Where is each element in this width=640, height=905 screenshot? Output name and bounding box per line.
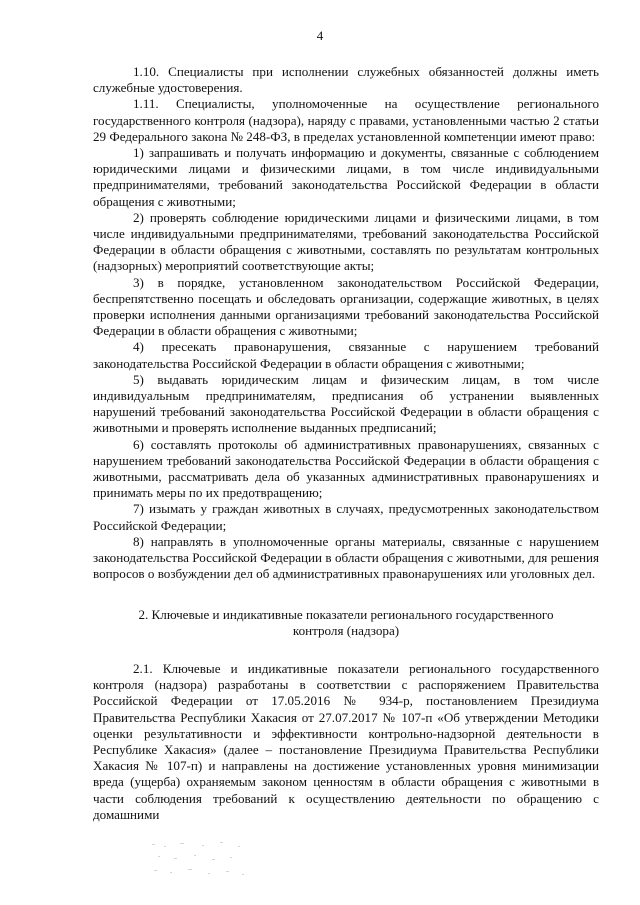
document-body bbox=[93, 64, 599, 823]
list-item-1: 1) запрашивать и получать информацию и документы, связанные с соблюдением юридическими лицами и физическими лицами, в том числе индивидуальными предпринимателями, требований законодательства Российской Федерации в области обращения с животными; bbox=[93, 145, 599, 209]
list-item-6: 6) составлять протоколы об административных правонарушениях, связанных с нарушением требований законодательства Российской Федерации в области обращения с животными, рассматривать дела об указанных административных правонарушениях и принимать меры по их предотвращению; bbox=[93, 436, 599, 501]
page-number: 4 bbox=[316, 28, 324, 43]
paragraph-1-10: 1.10. Специалисты при исполнении служебных обязанностей должны иметь служебные удостоверения. bbox=[93, 64, 599, 96]
list-item-7: 7) изымать у граждан животных в случаях, предусмотренных законодательством Российской Федерации; bbox=[93, 501, 599, 533]
paragraph-2-1: 2.1. Ключевые и индикативные показатели регионального государственного контроля (надзора) разработаны в соответствии с распоряжением Правительства Российской Федерации от 17.05.2016 № 934-р, постановлением Президиума Правительства Республики Хакасия от 27.07.2017 № 107-п «Об утверждении Методики оценки результативности и эффективности контрольно-надзорной деятельности в Республике Хакасия» (далее – постановление Президиума Правительства Республики Хакасия № 107-п) и направлены на достижение установленных уровня минимизации вреда (ущерба) охраняемым законом ценностям в области обращения с животными в части соблюдения требований к осуществлению деятельности по обращению с домашними bbox=[93, 660, 599, 822]
list-item-8: 8) направлять в уполномоченные органы материалы, связанные с нарушением законодательства Российской Федерации в области обращения с животными, для решения вопросов о возбуждении дел об административных правонарушениях или уголовных дел. bbox=[93, 533, 599, 582]
list-item-3: 3) в порядке, установленном законодательством Российской Федерации, беспрепятственно посещать и обследовать организации, содержащие животных, в целях проверки исполнения данными организациями требований законодательства Российской Федерации в области обращения с животными; bbox=[93, 274, 599, 339]
scan-artifact bbox=[150, 840, 250, 880]
list-item-4: 4) пресекать правонарушения, связанные с нарушением требований законодательства Российской Федерации в области обращения с животными; bbox=[93, 339, 599, 371]
section-heading: 2. Ключевые и индикативные показатели регионального государственного контроля (надзора) bbox=[138, 606, 554, 638]
list-item-2: 2) проверять соблюдение юридическими лицами и физическими лицами, в том числе индивидуальными предпринимателями, требований законодательства Российской Федерации в области обращения с животными, составлять по результатам контрольных (надзорных) мероприятий соответствующие акты; bbox=[93, 209, 599, 274]
list-item-5: 5) выдавать юридическим лицам и физическим лицам, в том числе индивидуальным предпринимателям, предписания об устранении выявленных нарушений требований законодательства Российской Федерации в области обращения с животными и проверять исполнение выданных предписаний; bbox=[93, 371, 599, 436]
paragraph-1-11: 1.11. Специалисты, уполномоченные на осуществление регионального государственного контроля (надзора), наряду с правами, установленными частью 2 статьи 29 Федерального закона № 248-ФЗ, в пределах установленной компетенции имеют право: bbox=[93, 96, 599, 144]
